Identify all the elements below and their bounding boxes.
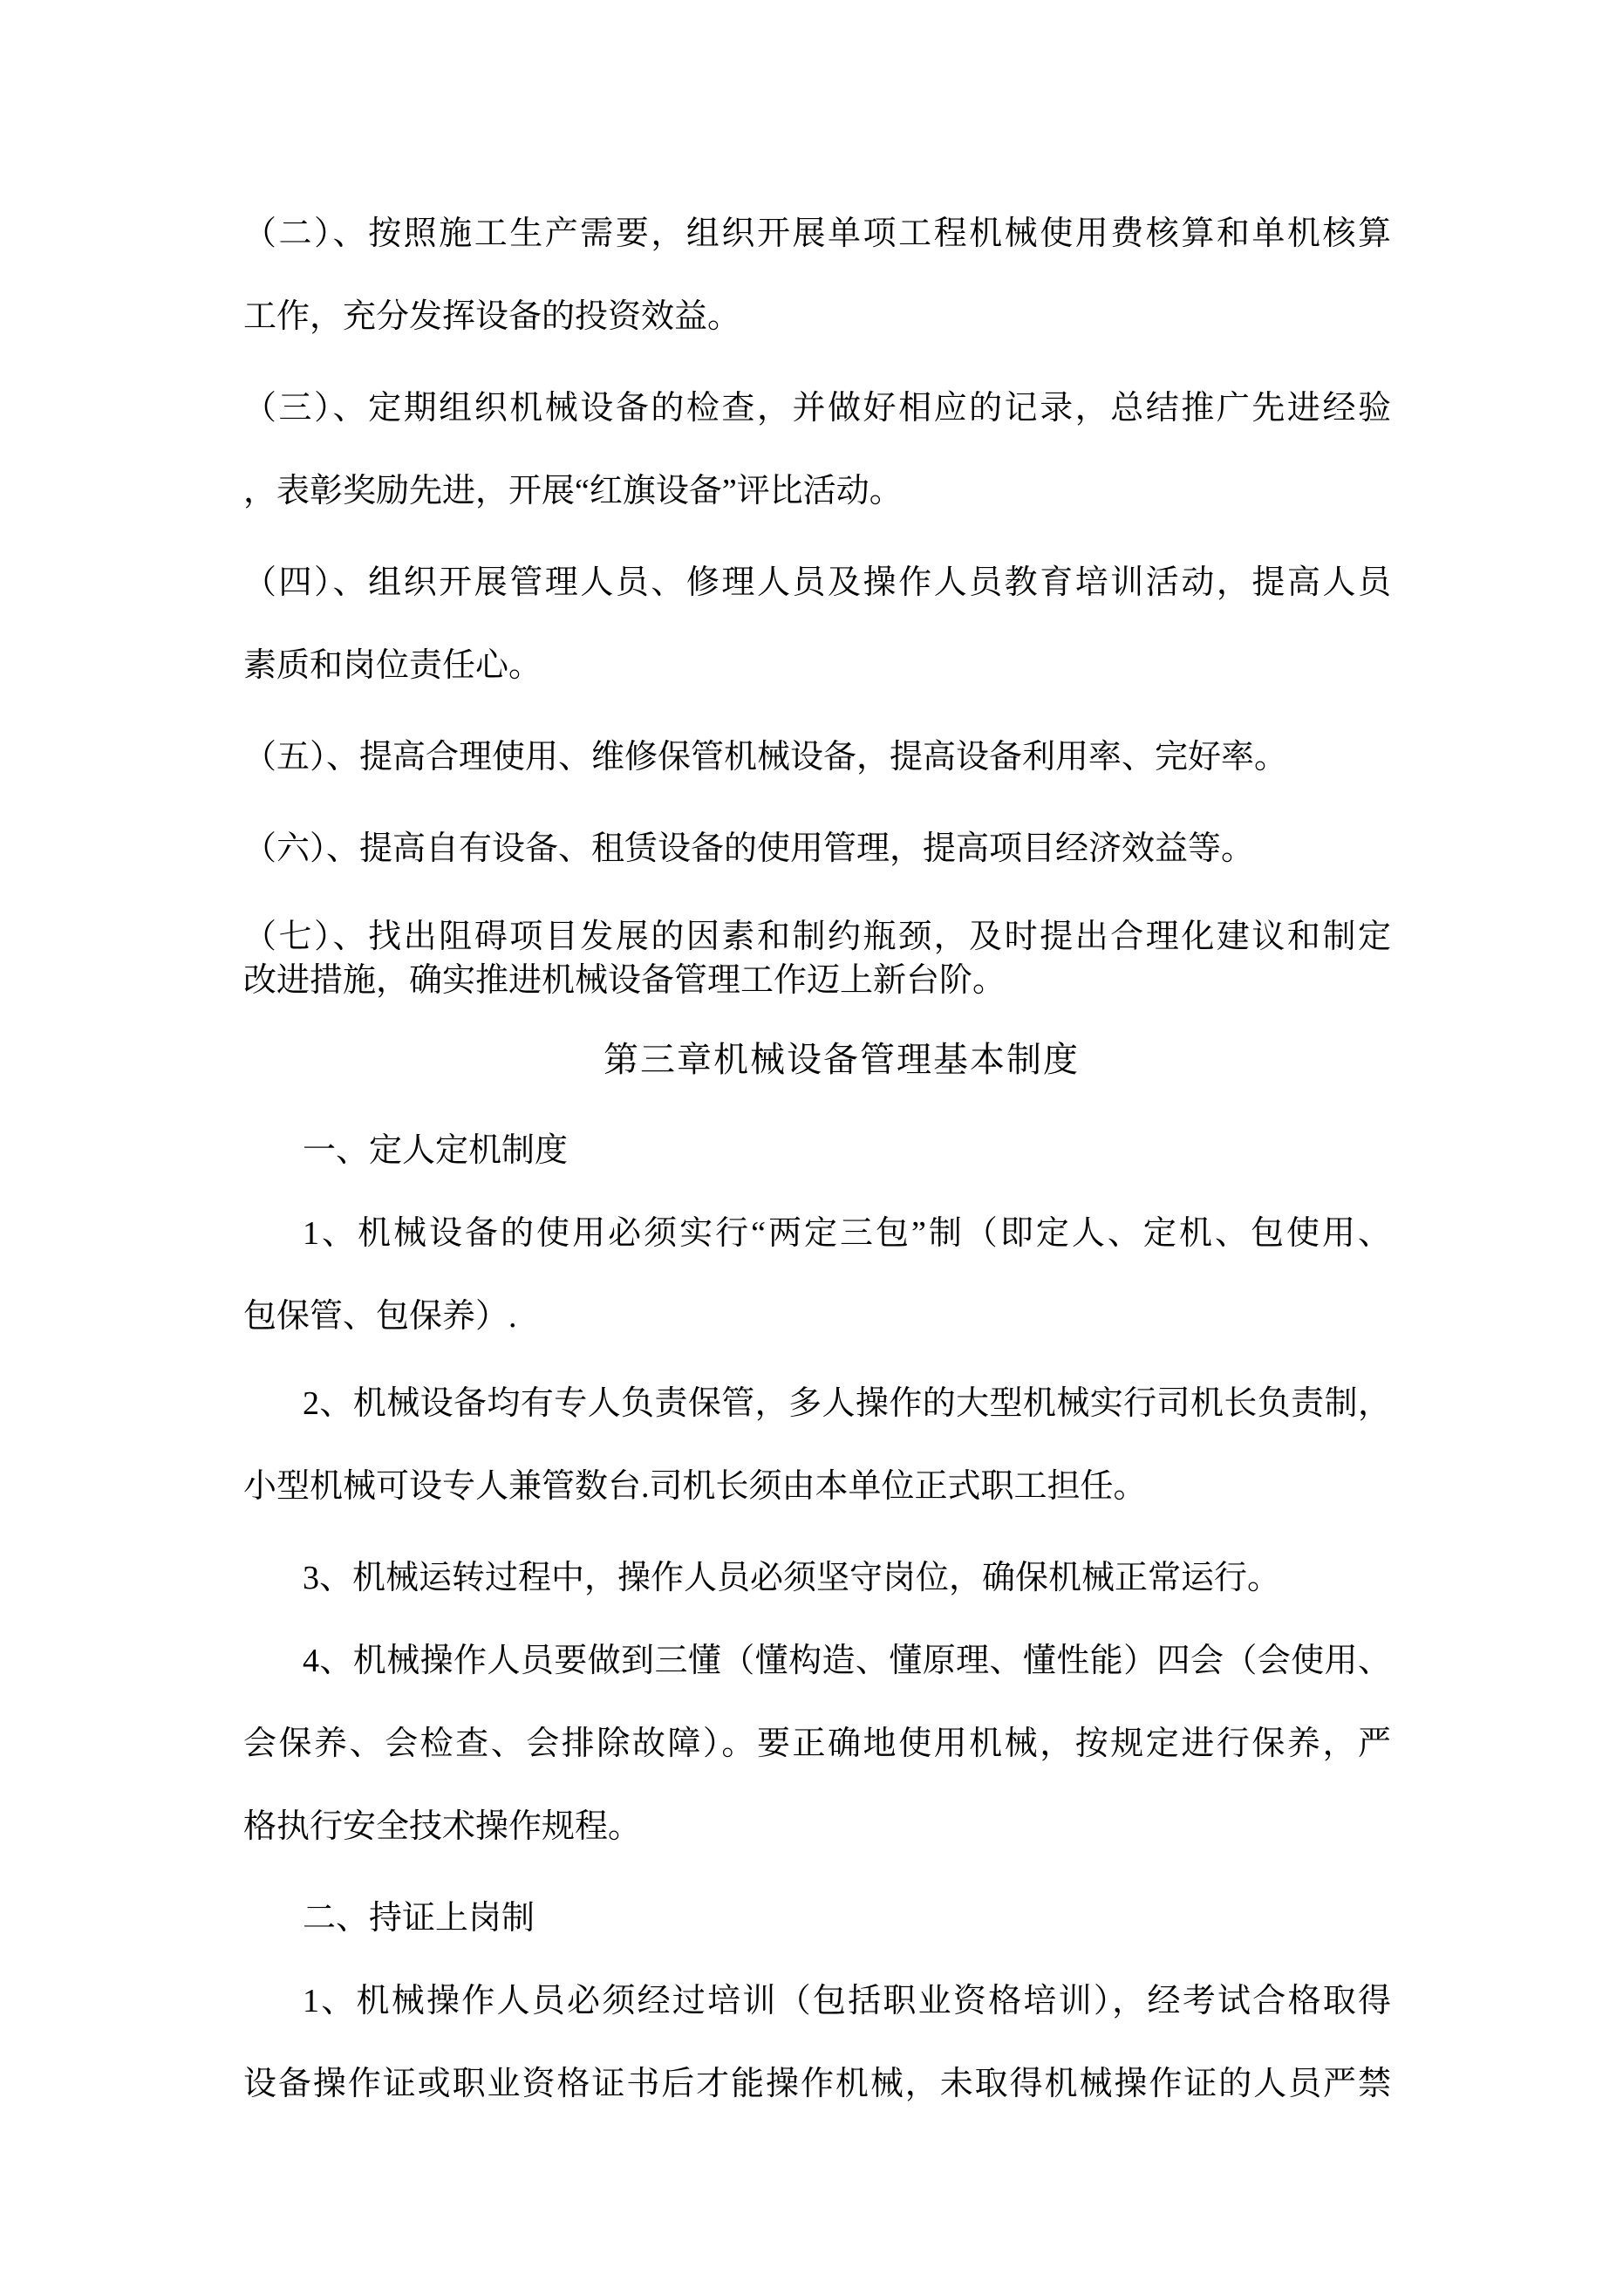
text-line: （五）、提高合理使用、维修保管机械设备，提高设备利用率、完好率。	[243, 739, 1288, 776]
chapter-heading	[243, 1018, 1391, 1101]
text-line: 设备操作证或职业资格证书后才能操作机械，未取得机械操作证的人员严禁	[243, 2066, 1391, 2102]
paragraph	[243, 1192, 1391, 1358]
paragraph	[243, 808, 1391, 891]
text-line: （六）、提高自有设备、租赁设备的使用管理，提高项目经济效益等。	[243, 830, 1255, 867]
paragraph	[243, 1877, 1391, 1960]
text-line: （七）、找出阻碍项目发展的因素和制约瓶颈，及时提出合理化建议和制定	[243, 919, 1391, 955]
paragraph	[243, 716, 1391, 799]
text-line: 会保养、会检查、会排除故障）。要正确地使用机械，按规定进行保养，严	[243, 1725, 1391, 1762]
text-line: 1、机械设备的使用必须实行“两定三包”制（即定人、定机、包使用、	[303, 1215, 1391, 1252]
text-line: 1、机械操作人员必须经过培训（包括职业资格培训），经考试合格取得	[303, 1983, 1391, 2019]
text-line: 改进措施，确实推进机械设备管理工作迈上新台阶。	[243, 962, 1006, 999]
text-line: （二）、按照施工生产需要，组织开展单项工程机械使用费核算和单机核算	[243, 215, 1391, 252]
text-line: 工作，充分发挥设备的投资效益。	[243, 298, 741, 335]
paragraph	[243, 1110, 1391, 1192]
paragraph	[243, 367, 1391, 533]
text-line: 3、机械运转过程中，操作人员必须坚守岗位，确保机械正常运行。	[303, 1560, 1281, 1596]
paragraph	[243, 193, 1391, 359]
paragraph	[243, 1537, 1391, 1620]
text-line: 4、机械操作人员要做到三懂（懂构造、懂原理、懂性能）四会（会使用、	[303, 1643, 1391, 1679]
text-line: （四）、组织开展管理人员、修理人员及操作人员教育培训活动，提高人员	[243, 564, 1391, 601]
paragraph	[243, 1620, 1391, 1869]
text-line: 小型机械可设专人兼管数台.司机长须由本单位正式职工担任。	[243, 1468, 1147, 1505]
paragraph	[243, 915, 1391, 1002]
text-line: 格执行安全技术操作规程。	[243, 1808, 642, 1845]
text-line: 包保管、包保养）.	[243, 1298, 517, 1335]
paragraph	[243, 1960, 1391, 2126]
text-line: 一、定人定机制度	[303, 1132, 569, 1169]
text-line: ，表彰奖励先进，开展“红旗设备”评比活动。	[243, 473, 903, 509]
document-content	[243, 193, 1391, 2126]
text-line: （三）、定期组织机械设备的检查，并做好相应的记录，总结推广先进经验	[243, 390, 1391, 427]
paragraph	[243, 1363, 1391, 1528]
text-line: 素质和岗位责任心。	[243, 647, 542, 684]
text-line: 二、持证上岗制	[303, 1900, 535, 1937]
text-line: 2、机械设备均有专人负责保管，多人操作的大型机械实行司机长负责制，	[303, 1385, 1391, 1422]
paragraph	[243, 542, 1391, 707]
heading-text: 第三章机械设备管理基本制度	[604, 1040, 1080, 1079]
